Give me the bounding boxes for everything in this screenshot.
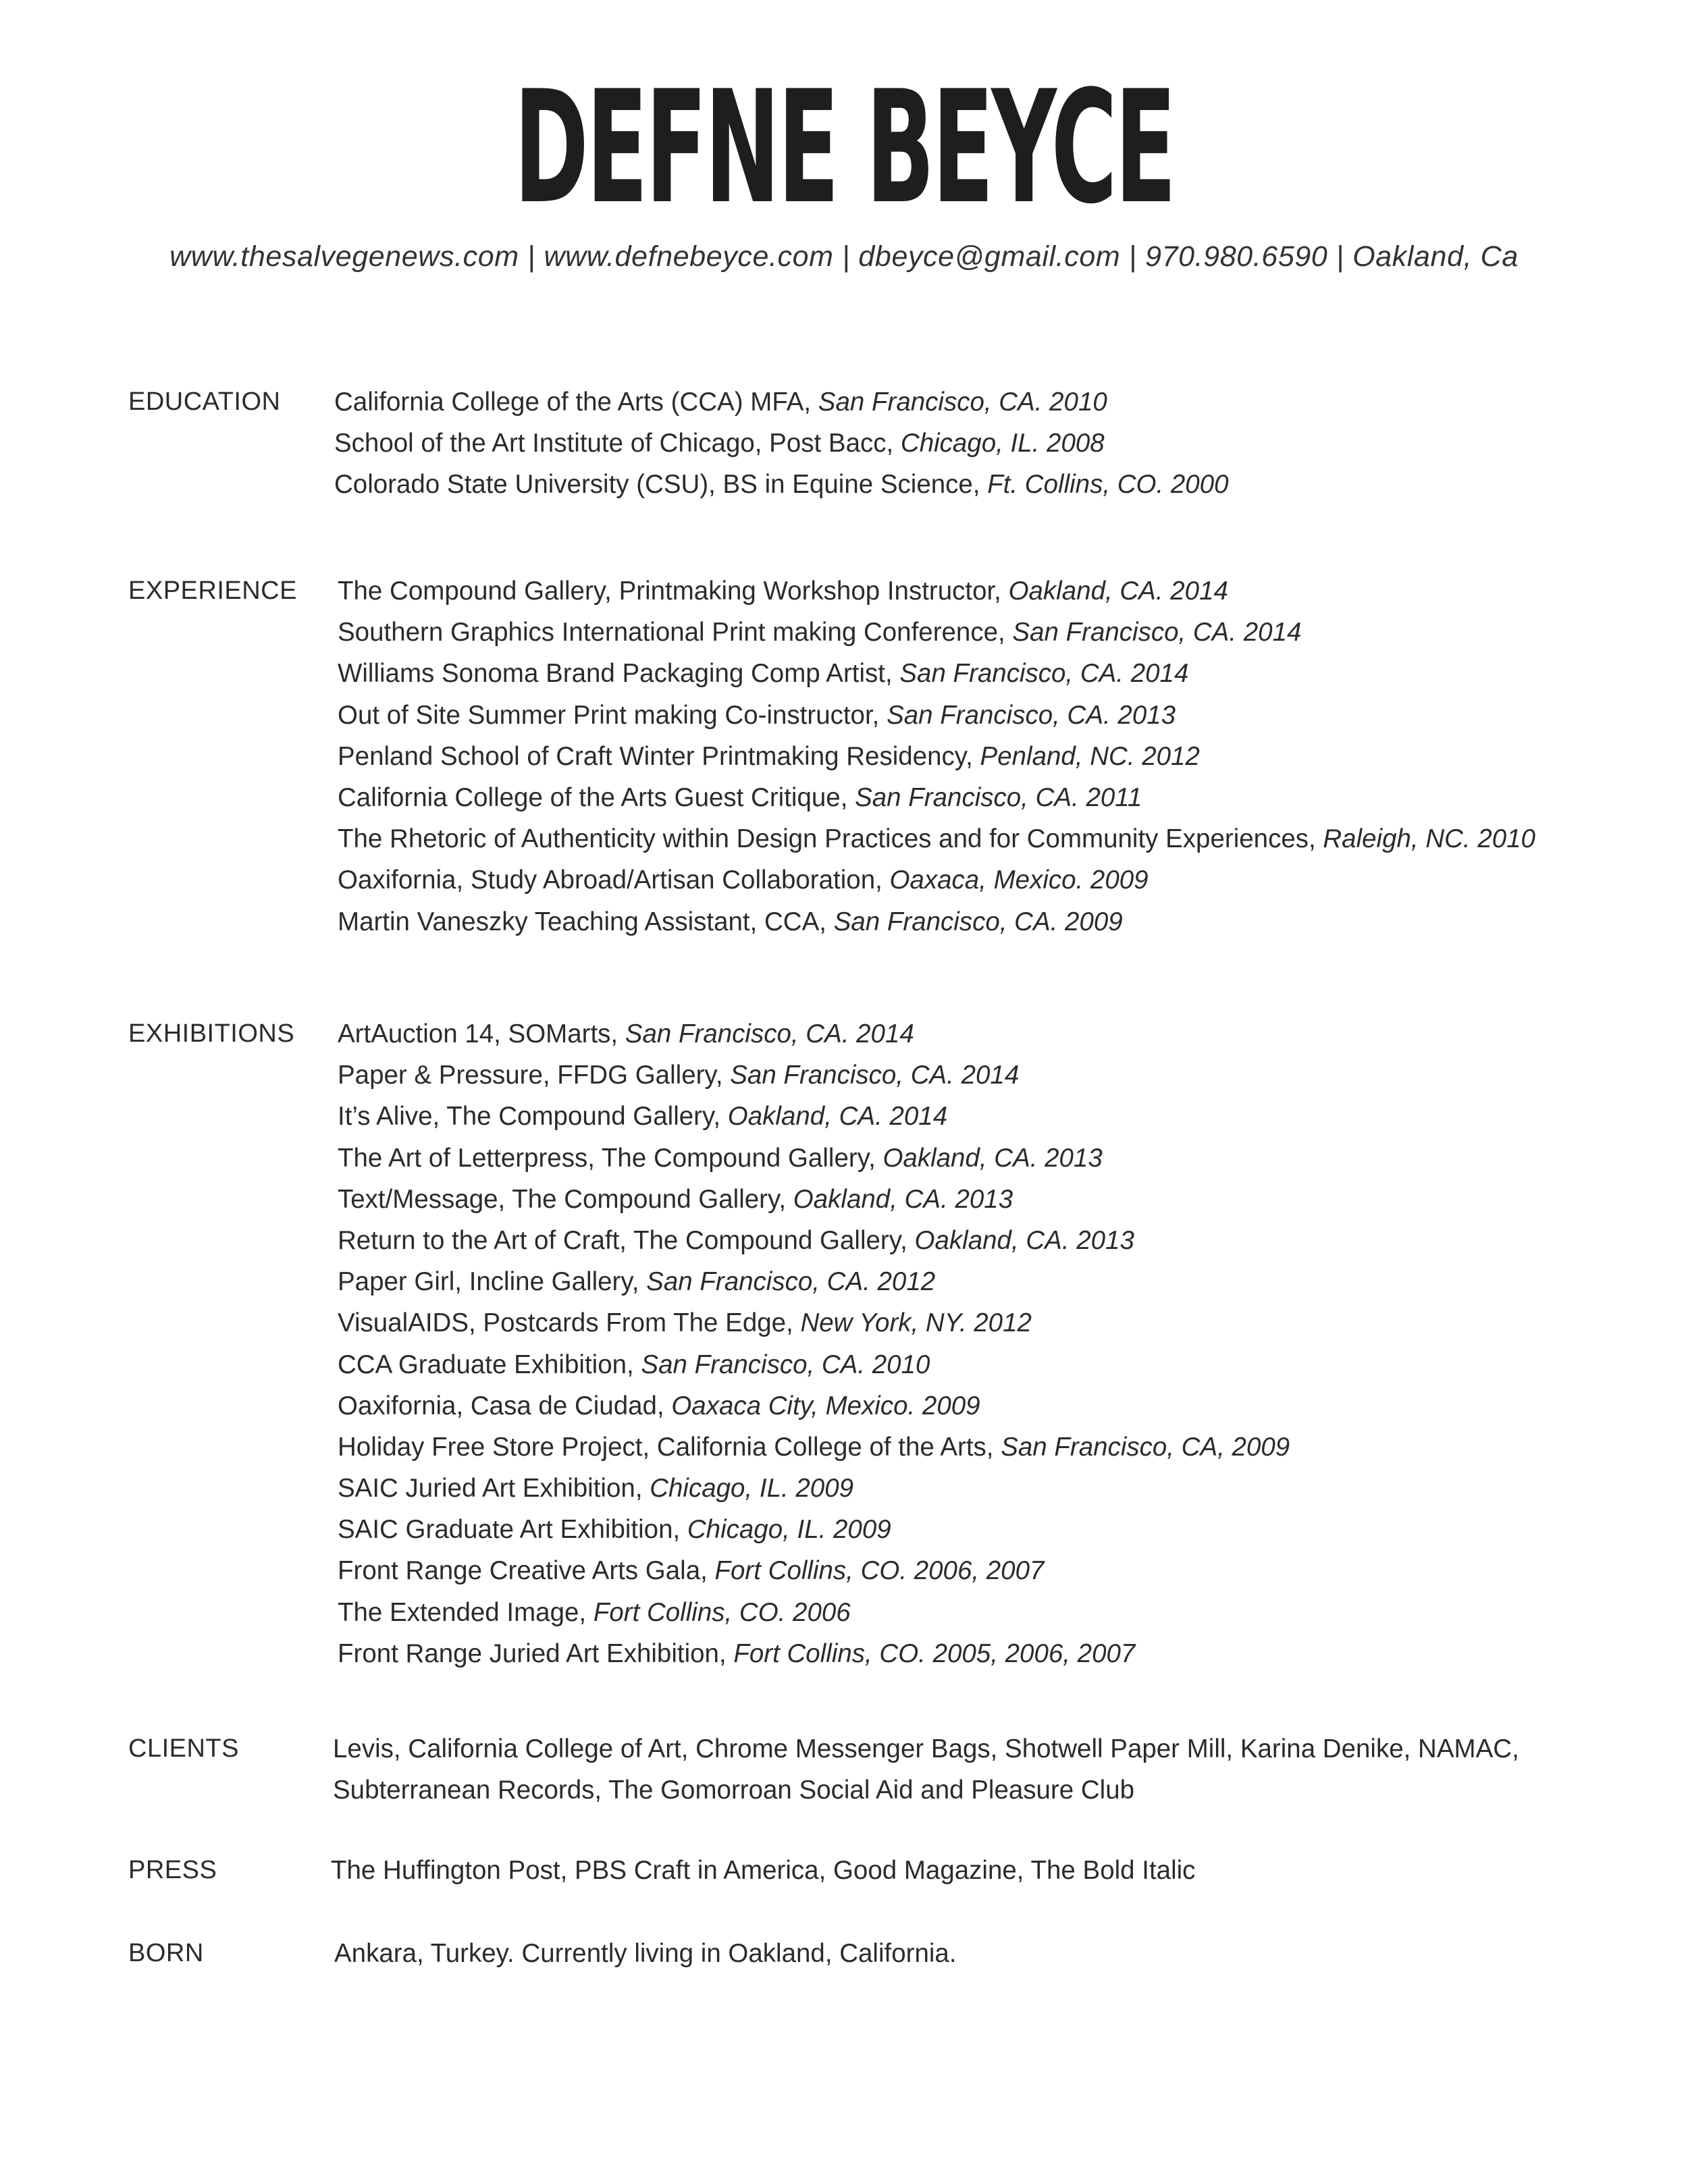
- entry-location: Fort Collins, CO. 2006, 2007: [714, 1556, 1045, 1586]
- entry-title: Colorado State University (CSU), BS in Equine Science,: [334, 470, 988, 500]
- entry-location: Raleigh, NC. 2010: [1323, 824, 1535, 854]
- list-item: [338, 1550, 1593, 1591]
- entry-location: San Francisco, CA. 2014: [730, 1061, 1020, 1090]
- born-line: Ankara, Turkey. Currently living in Oakland, California.: [334, 1939, 957, 1968]
- entry-location: New York, NY. 2012: [800, 1308, 1032, 1338]
- entry-location: San Francisco, CA. 2014: [899, 659, 1189, 689]
- list-item: [338, 1220, 1593, 1261]
- list-item: [338, 1138, 1593, 1179]
- entry-title: California College of the Arts (CCA) MFA,: [334, 388, 818, 417]
- entry-title: VisualAIDS, Postcards From The Edge,: [338, 1308, 801, 1338]
- entry-title: Return to the Art of Craft, The Compound Gallery,: [338, 1225, 915, 1255]
- list-item: [334, 381, 1590, 423]
- entry-title: Martin Vaneszky Teaching Assistant, CCA,: [338, 907, 834, 936]
- list-item: [338, 859, 1593, 901]
- entry-title: Paper & Pressure, FFDG Gallery,: [338, 1061, 731, 1090]
- entry-title: Front Range Creative Arts Gala,: [338, 1556, 715, 1586]
- entry-title: The Art of Letterpress, The Compound Gallery,: [338, 1143, 883, 1173]
- clients-line-2: Subterranean Records, The Gomorroan Social Aid and Pleasure Club: [333, 1776, 1135, 1805]
- entry-title: Text/Message, The Compound Gallery,: [338, 1184, 793, 1214]
- press-label: PRESS: [128, 1856, 217, 1884]
- list-item: [338, 1302, 1593, 1343]
- list-item: [338, 1468, 1593, 1509]
- press-text: [331, 1850, 1587, 1891]
- resume-name-title: DEFNE BEYCE: [514, 58, 1174, 238]
- entry-location: San Francisco, CA, 2009: [1001, 1432, 1290, 1462]
- list-item: [338, 1055, 1593, 1096]
- education-list: [334, 381, 1590, 506]
- list-item: [338, 1013, 1593, 1055]
- entry-location: Oakland, CA. 2014: [1008, 577, 1228, 606]
- list-item: [338, 1385, 1593, 1427]
- entry-title: Front Range Juried Art Exhibition,: [338, 1639, 734, 1668]
- list-item: [338, 570, 1593, 612]
- list-item: [338, 1633, 1593, 1674]
- entry-location: Chicago, IL. 2008: [900, 429, 1105, 458]
- press-line: The Huffington Post, PBS Craft in America, Good Magazine, The Bold Italic: [331, 1856, 1196, 1885]
- entry-location: San Francisco, CA. 2013: [887, 700, 1176, 730]
- contact-line: www.thesalvegenews.com | www.defnebeyce.com | dbeyce@gmail.com | 970.980.6590 | Oakland, Ca: [169, 240, 1519, 273]
- entry-location: Oaxaca, Mexico. 2009: [889, 865, 1149, 895]
- entry-title: It’s Alive, The Compound Gallery,: [338, 1102, 728, 1131]
- entry-location: Fort Collins, CO. 2005, 2006, 2007: [733, 1639, 1136, 1668]
- entry-location: San Francisco, CA. 2014: [1012, 618, 1302, 647]
- list-item: [338, 1179, 1593, 1220]
- entry-location: Oaxaca City, Mexico. 2009: [671, 1391, 980, 1420]
- entry-location: Fort Collins, CO. 2006: [593, 1597, 851, 1627]
- clients-label: CLIENTS: [128, 1734, 239, 1763]
- entry-location: Oakland, CA. 2013: [882, 1143, 1103, 1173]
- entry-location: Ft. Collins, CO. 2000: [987, 470, 1229, 500]
- born-label: BORN: [128, 1939, 204, 1967]
- list-item: [338, 901, 1593, 942]
- entry-title: Out of Site Summer Print making Co-instructor,: [338, 700, 887, 730]
- entry-title: Paper Girl, Incline Gallery,: [338, 1267, 647, 1297]
- experience-list: [338, 570, 1593, 942]
- entry-location: Oakland, CA. 2013: [914, 1225, 1134, 1255]
- entry-location: San Francisco, CA. 2010: [818, 388, 1107, 417]
- entry-location: Penland, NC. 2012: [980, 741, 1200, 771]
- entry-title: Williams Sonoma Brand Packaging Comp Artist,: [338, 659, 900, 689]
- born-text: [334, 1933, 1590, 1974]
- list-item: [338, 1096, 1593, 1137]
- entry-title: The Extended Image,: [338, 1597, 594, 1627]
- entry-title: SAIC Juried Art Exhibition,: [338, 1474, 650, 1503]
- entry-title: The Rhetoric of Authenticity within Design Practices and for Community Experiences,: [338, 824, 1323, 854]
- list-item: [338, 1427, 1593, 1468]
- entry-title: ArtAuction 14, SOMarts,: [338, 1019, 625, 1048]
- entry-location: Chicago, IL. 2009: [650, 1474, 854, 1503]
- entry-title: CCA Graduate Exhibition,: [338, 1350, 641, 1379]
- entry-location: Chicago, IL. 2009: [687, 1515, 891, 1545]
- entry-location: Oakland, CA. 2014: [727, 1102, 948, 1131]
- entry-title: SAIC Graduate Art Exhibition,: [338, 1515, 687, 1545]
- entry-title: The Compound Gallery, Printmaking Workshop Instructor,: [338, 577, 1009, 606]
- list-item: [338, 612, 1593, 653]
- entry-title: Oaxifornia, Casa de Ciudad,: [338, 1391, 672, 1420]
- entry-location: San Francisco, CA. 2010: [641, 1350, 930, 1379]
- list-item: [338, 736, 1593, 777]
- list-item: [338, 1344, 1593, 1385]
- list-item: [338, 818, 1593, 859]
- entry-title: California College of the Arts Guest Critique,: [338, 782, 855, 812]
- list-item: [338, 777, 1593, 818]
- entry-location: San Francisco, CA. 2012: [646, 1267, 936, 1297]
- entry-location: San Francisco, CA. 2011: [855, 782, 1142, 812]
- list-item: [334, 464, 1590, 505]
- list-item: [338, 695, 1593, 736]
- list-item: [338, 1261, 1593, 1302]
- clients-text: [333, 1728, 1589, 1811]
- experience-label: EXPERIENCE: [128, 577, 297, 605]
- entry-location: Oakland, CA. 2013: [793, 1184, 1013, 1214]
- entry-title: School of the Art Institute of Chicago, Post Bacc,: [334, 429, 901, 458]
- education-label: EDUCATION: [128, 388, 281, 416]
- entry-title: Oaxifornia, Study Abroad/Artisan Collaboration,: [338, 865, 890, 895]
- entry-location: San Francisco, CA. 2009: [833, 907, 1123, 936]
- entry-title: Holiday Free Store Project, California College of the Arts,: [338, 1432, 1001, 1462]
- entry-title: Southern Graphics International Print making Conference,: [338, 618, 1013, 647]
- exhibitions-label: EXHIBITIONS: [128, 1019, 295, 1048]
- list-item: [338, 1509, 1593, 1550]
- list-item: [338, 653, 1593, 694]
- exhibitions-list: [338, 1013, 1593, 1674]
- entry-title: Penland School of Craft Winter Printmaking Residency,: [338, 741, 980, 771]
- entry-location: San Francisco, CA. 2014: [625, 1019, 914, 1048]
- list-item: [338, 1592, 1593, 1633]
- clients-line-1: Levis, California College of Art, Chrome Messenger Bags, Shotwell Paper Mill, Karina Denike, NAMAC,: [333, 1734, 1519, 1763]
- list-item: [334, 423, 1590, 464]
